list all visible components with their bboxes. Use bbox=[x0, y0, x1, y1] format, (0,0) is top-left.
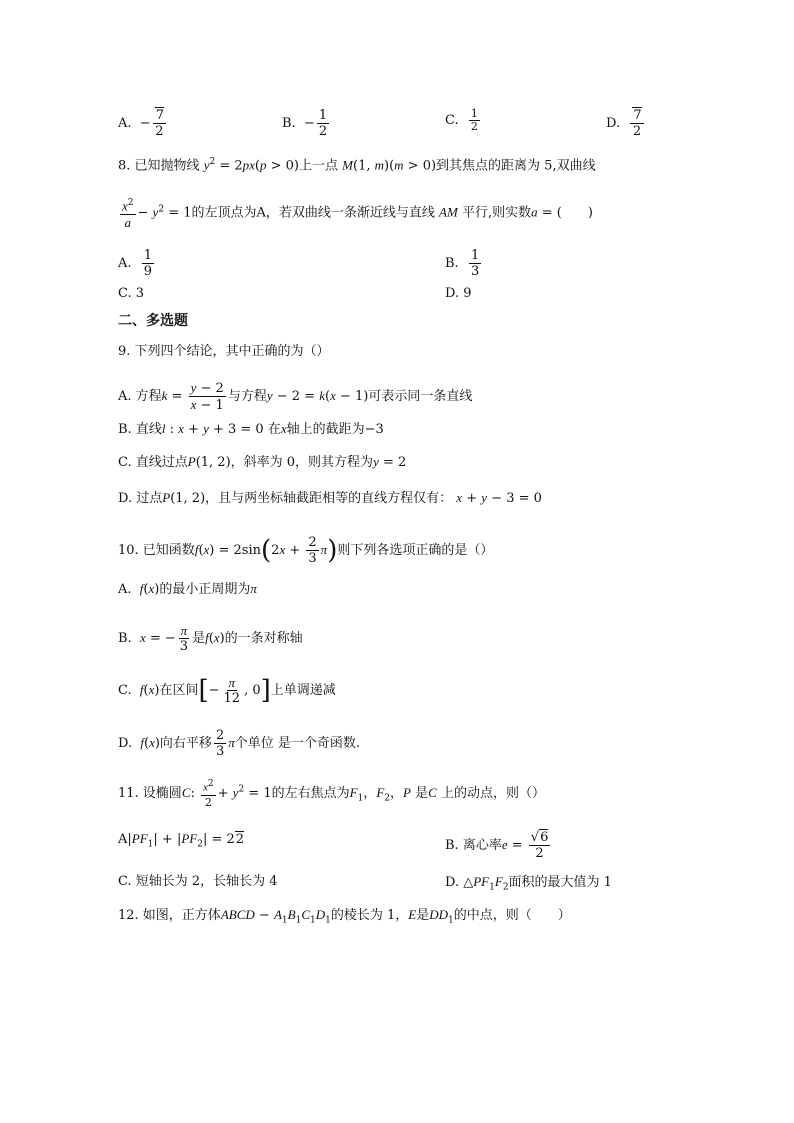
q7-option-b: B. − $\frac{1}{2}$ bbox=[282, 108, 328, 139]
q10-stem: 10. 已知函数f(x) = 2sin(2x + $\frac{2}{3}$ π)则下列各选项正确的是（） bbox=[118, 535, 494, 566]
q9-option-a: A. 方程k = $\frac{y - 2}{x - 1}$ 与方程y − 2 = k(x − 1)可表示同一条直线 bbox=[118, 380, 473, 413]
q9-option-c: C. 直线过点P(1, 2)，斜率为 0，则其方程为y = 2 bbox=[118, 454, 407, 470]
q11-stem: 11. 设椭圆C: $\frac{x^2}{2}$ + $y^2 = 1$的左右焦点为$F_1$，$F_2$，P 是C 上的动点，则（） bbox=[118, 779, 545, 809]
q10-option-d: D. f(x)向右平移 $\frac{2}{3}$ π个单位 是一个奇函数. bbox=[118, 728, 360, 759]
q7-option-c: C. $\frac{1}{2}$ bbox=[445, 107, 478, 133]
q11-option-b: B. 离心率e = $\frac{√6}{2}$ bbox=[445, 830, 549, 861]
q8-option-a: A. $\frac{1}{9}$ bbox=[118, 248, 153, 279]
section-heading-multi-choice: 二、多选题 bbox=[118, 313, 188, 329]
q9-option-b: B. 直线l : x + y + 3 = 0 在x轴上的截距为−3 bbox=[118, 421, 384, 437]
q10-option-b: B. x = − $\frac{\pi}{3}$ 是f(x)的一条对称轴 bbox=[118, 623, 303, 654]
q12-stem: 12. 如图，正方体ABCD − $A_1B_1C_1D_1$的棱长为 1，E是$DD_1$的中点，则（ ） bbox=[118, 907, 571, 926]
q7-option-a: A. − $\frac{7}{2}$ bbox=[118, 108, 164, 139]
q8-option-b: B. $\frac{1}{3}$ bbox=[445, 248, 480, 279]
q11-option-c: C. 短轴长为 2，长轴长为 4 bbox=[118, 874, 278, 889]
q10-option-a: A. f(x)的最小正周期为π bbox=[118, 581, 257, 597]
q9-option-d: D. 过点P(1, 2)，且与两坐标轴截距相等的直线方程仅有： x + y − 3 = 0 bbox=[118, 490, 542, 506]
q7-option-d: D. $\frac{7}{2}$ bbox=[606, 108, 642, 139]
q9-stem: 9. 下列四个结论，其中正确的为（） bbox=[118, 344, 330, 359]
q8-option-d: D. 9 bbox=[445, 286, 472, 301]
q7-a-text bbox=[0, 0, 1, 1]
q8-option-c: C. 3 bbox=[118, 286, 145, 301]
q8-stem-line2: $\frac{x^2}{a}$ − $y^2 = 1$的左顶点为A，若双曲线一条渐近线与直线 AM 平行,则实数a = ( ) bbox=[122, 198, 593, 231]
q8-stem-line1: 8. 已知抛物线 $y^2 = 2px(p > 0)$上一点 M(1, m)(m > 0)到其焦点的距离为 5,双曲线 bbox=[118, 157, 596, 174]
q11-option-a: $A|PF_1| + |PF_2| = 22$ bbox=[118, 831, 245, 850]
q10-option-c: C. f(x)在区间[− $\frac{\pi}{12}$ , 0]上单调递减 bbox=[118, 675, 336, 706]
q11-option-d: D. $\triangle PF_1F_2$面积的最大值为 1 bbox=[445, 874, 612, 893]
